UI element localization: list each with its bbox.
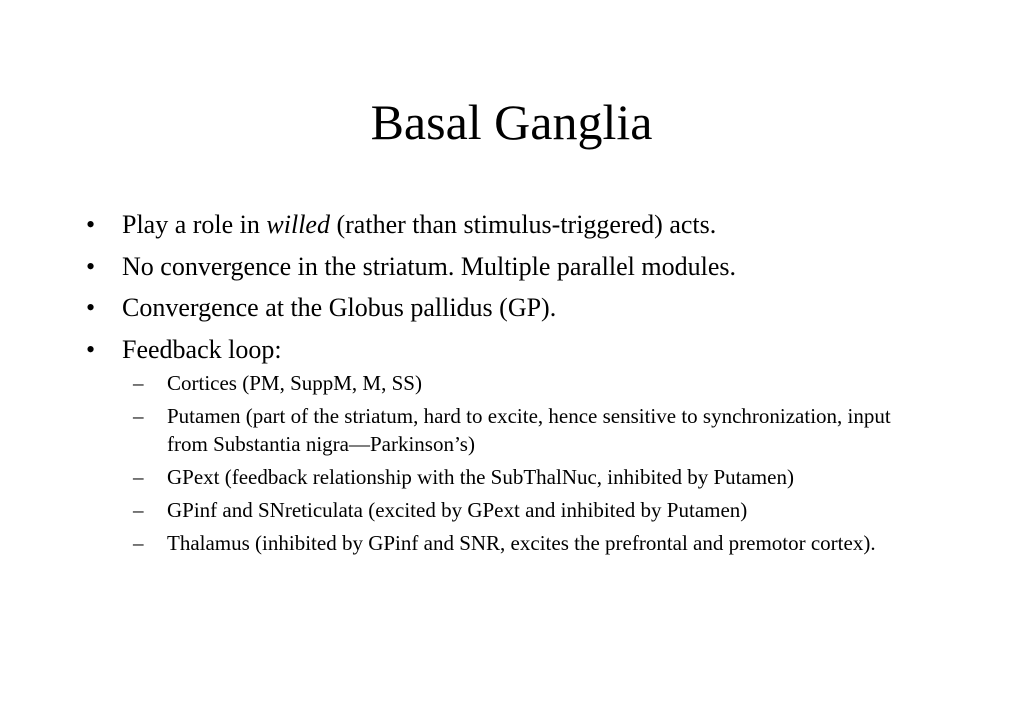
sub-item-thalamus [127,529,926,557]
sub-item-text: Putamen (part of the striatum, hard to excite, hence sensitive to synchronization, input from Substantia nigra—Parkinson’s) [167,403,891,456]
sub-bullet-list [122,369,926,557]
bullet-text-before: Play a role in [122,210,267,239]
sub-item-text: Thalamus (inhibited by GPinf and SNR, excites the prefrontal and premotor cortex). [167,530,876,555]
bullet-item-feedback-loop [86,333,926,557]
bullet-text-after: (rather than stimulus-triggered) acts. [329,210,717,239]
bullet-marker: • [86,251,96,281]
bullet-marker: • [86,210,96,239]
sub-bullet-marker: – [133,497,144,522]
sub-item-text: GPext (feedback relationship with the SubThalNuc, inhibited by Putamen) [167,464,794,489]
sub-item-cortices [127,369,926,397]
bullet-item-no-convergence [86,250,926,284]
bullet-item-willed-acts [86,208,926,242]
sub-item-text: Cortices (PM, SuppM, M, SS) [167,370,422,395]
sub-bullet-marker: – [133,370,144,395]
bullet-marker: • [86,334,96,364]
bullet-list [86,208,926,564]
bullet-item-globus-pallidus [86,291,926,325]
sub-bullet-marker: – [133,403,144,428]
sub-item-putamen [127,402,926,458]
sub-item-text: GPinf and SNreticulata (excited by GPext and inhibited by Putamen) [167,497,748,522]
bullet-text: Convergence at the Globus pallidus (GP). [122,293,557,322]
bullet-text: Feedback loop: [122,334,282,364]
bullet-marker: • [86,293,96,322]
sub-bullet-marker: – [133,530,144,555]
slide-title: Basal Ganglia [370,94,653,150]
sub-bullet-marker: – [133,464,144,489]
bullet-text: No convergence in the striatum. Multiple parallel modules. [122,251,736,281]
bullet-text-emphasis: willed [266,210,330,239]
sub-item-gpinf [127,496,926,524]
sub-item-gpext [127,463,926,491]
